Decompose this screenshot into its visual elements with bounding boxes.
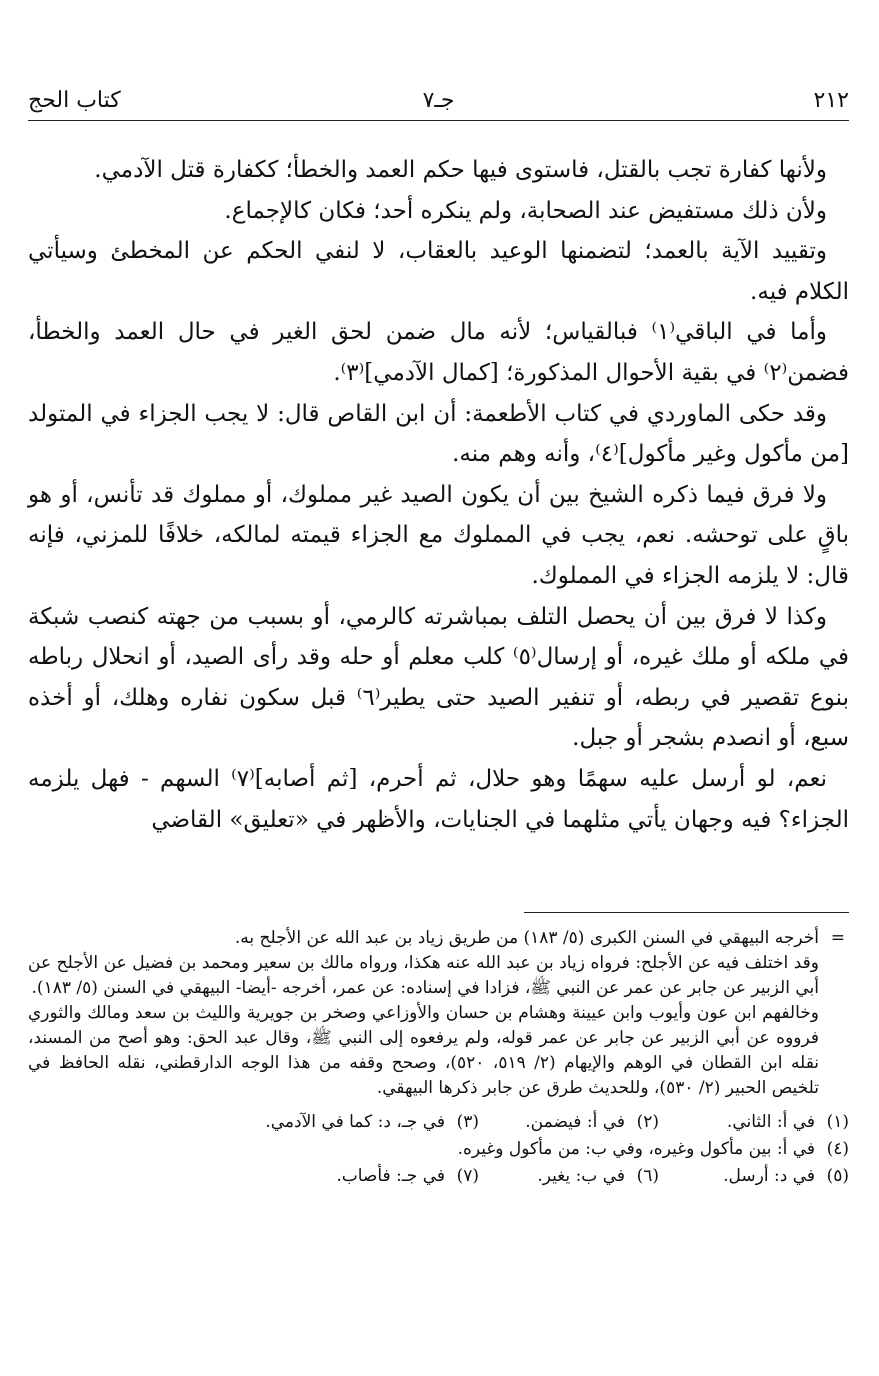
footnote-text: في أ: بين مأكول وغيره، وفي ب: من مأكول وغيره. <box>457 1139 815 1159</box>
footnote-number: (٥) <box>826 1166 849 1186</box>
paragraph: نعم، لو أرسل عليه سهمًا وهو حلال، ثم أحرم، [ثم أصابه]⁽٧⁾ السهم - فهل يلزمه الجزاء؟ فيه وجهان يأتي مثلهما في الجنايات، والأظهر في «تعليق» القاضي <box>28 765 849 833</box>
paragraph: ولأنها كفارة تجب بالقتل، فاستوى فيها حكم العمد والخطأ؛ ككفارة قتل الآدمي. <box>94 157 827 183</box>
paragraph: وقد حكى الماوردي في كتاب الأطعمة: أن ابن القاص قال: لا يجب الجزاء في المتولد [من مأكول وغير مأكول]⁽٤⁾، وأنه وهم منه. <box>28 400 849 468</box>
footnote-text: في جـ، د: كما في الآدمي. <box>265 1112 445 1132</box>
footnote-line: وقد اختلف فيه عن الأجلح: فرواه زياد بن عبد الله عنه هكذا، ورواه مالك بن سعير ومحمد بن فضيل عن الأجلح عن أبي الزبير عن جابر عن عمر عن النبي ﷺ، فزادا في إسناده: عن عمر، أخرجه -أيضا- البيهقي في السنن (٥/ ١٨٣). <box>28 953 819 998</box>
main-text <box>28 150 849 840</box>
footnote-number: (٢) <box>636 1112 659 1132</box>
footnote-item <box>659 1109 849 1136</box>
paragraph: ولأن ذلك مستفيض عند الصحابة، ولم ينكره أحد؛ فكان كالإجماع. <box>224 197 827 224</box>
footnote-text: في د: أرسل. <box>723 1166 815 1186</box>
footnote-list <box>28 1109 849 1190</box>
footnote-continuation <box>28 926 849 1101</box>
footnote-number: (١) <box>826 1112 849 1132</box>
continuation-mark: = <box>830 928 845 948</box>
footnote-text: في جـ: فأصاب. <box>336 1166 445 1186</box>
footnote-rule <box>524 912 849 913</box>
footnote-text: في أ: الثاني. <box>726 1112 815 1132</box>
footnote-number: (٦) <box>636 1166 659 1186</box>
footnote-row <box>28 1163 849 1190</box>
book-title: كتاب الحج <box>28 88 121 113</box>
footnotes <box>28 926 849 1190</box>
footnote-item <box>336 1163 479 1190</box>
footnote-text: في أ: فيضمن. <box>525 1112 625 1132</box>
paragraph: وكذا لا فرق بين أن يحصل التلف بمباشرته كالرمي، أو بسبب من جهته كنصب شبكة في ملكه أو ملك غيره، أو إرسال⁽٥⁾ كلب معلم أو حله وقد رأى الصيد، أو انحلال رباطه بنوع تقصير في ربطه، أو تنفير الصيد حتى يطير⁽٦⁾ قبل سكون نفاره وهلك، أو أخذه سبع، أو انصدم بشجر أو جبل. <box>28 603 850 752</box>
footnote-item <box>479 1109 659 1136</box>
paragraph: وتقييد الآية بالعمد؛ لتضمنها الوعيد بالعقاب، لا لنفي الحكم عن المخطئ وسيأتي الكلام فيه. <box>28 238 849 305</box>
footnote-item <box>458 1136 849 1163</box>
footnote-item <box>659 1163 849 1190</box>
footnote-line: أخرجه البيهقي في السنن الكبرى (٥/ ١٨٣) من طريق زياد بن عبد الله عن الأجلح به. <box>234 928 819 948</box>
footnote-line: وخالفهم ابن عون وأيوب وابن عيينة وهشام بن حسان والأوزاعي وصخر بن جويرية والليث بن سعد ومالك والثوري فرووه عن أبي الزبير عن جابر عن عمر قوله، ولم يرفعوه إلى النبي ﷺ، وقال عبد الحق: وهو أصح من المسند، نقله ابن القطان في الوهم والإيهام (٢/ ٥١٩، ٥٢٠)، وصحح وقفه من هذا الوجه الدارقطني، نقله الحافظ في تلخيص الحبير (٢/ ٥٣٠)، وللحديث طرق عن جابر ذكرها البيهقي. <box>28 1003 820 1098</box>
footnote-item <box>479 1163 659 1190</box>
footnote-row <box>28 1109 849 1136</box>
volume-number: جـ٧ <box>422 88 455 113</box>
footnote-number: (٤) <box>826 1139 849 1159</box>
footnote-number: (٧) <box>456 1166 479 1186</box>
page-header <box>28 86 849 116</box>
footnote-text: في ب: يغير. <box>537 1166 625 1186</box>
footnote-item <box>265 1109 479 1136</box>
footnote-row <box>28 1136 849 1163</box>
paragraph: وأما في الباقي⁽١⁾ فبالقياس؛ لأنه مال ضمن لحق الغير في حال العمد والخطأ، فضمن⁽٢⁾ في بقية الأحوال المذكورة؛ [كمال الآدمي]⁽٣⁾. <box>28 319 849 386</box>
header-rule <box>28 120 849 121</box>
footnote-number: (٣) <box>456 1112 479 1132</box>
page-number: ٢١٢ <box>813 88 849 113</box>
paragraph: ولا فرق فيما ذكره الشيخ بين أن يكون الصيد غير مملوك، أو مملوك قد تأنس، أو هو باقٍ على توحشه. نعم، يجب في المملوك مع الجزاء قيمته لمالكه، خلافًا للمزني، فإنه قال: لا يلزمه الجزاء في المملوك. <box>28 481 849 589</box>
